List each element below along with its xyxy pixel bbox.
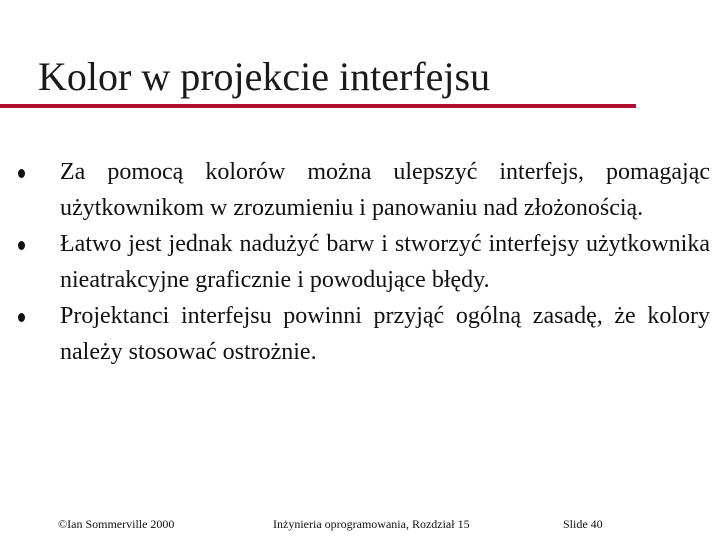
bullet-marker-icon (18, 313, 25, 322)
slide-title: Kolor w projekcie interfejsu (38, 54, 491, 99)
bullet-text: Projektanci interfejsu powinni przyjąć ogólną zasadę, że kolory należy stosować ostrożnie. (60, 303, 710, 365)
bullet-marker-icon (18, 169, 25, 178)
slide-number: Slide 40 (563, 517, 603, 531)
bullet-item (18, 298, 710, 370)
bullet-text: Za pomocą kolorów można ulepszyć interfejs, pomagając użytkownikom w zrozumieniu i panowaniu nad złożonością. (60, 159, 710, 221)
bullet-item (18, 226, 710, 298)
bullet-text: Łatwo jest jednak nadużyć barw i stworzyć interfejsy użytkownika nieatrakcyjne graficznie i powodujące błędy. (60, 231, 710, 293)
footer-copyright: ©Ian Sommerville 2000 (58, 517, 175, 531)
footer-course: Inżynieria oprogramowania, Rozdział 15 (273, 517, 470, 531)
bullet-list (18, 154, 710, 370)
bullet-marker-icon (18, 241, 25, 250)
title-underline (0, 104, 636, 108)
bullet-item (18, 154, 710, 226)
